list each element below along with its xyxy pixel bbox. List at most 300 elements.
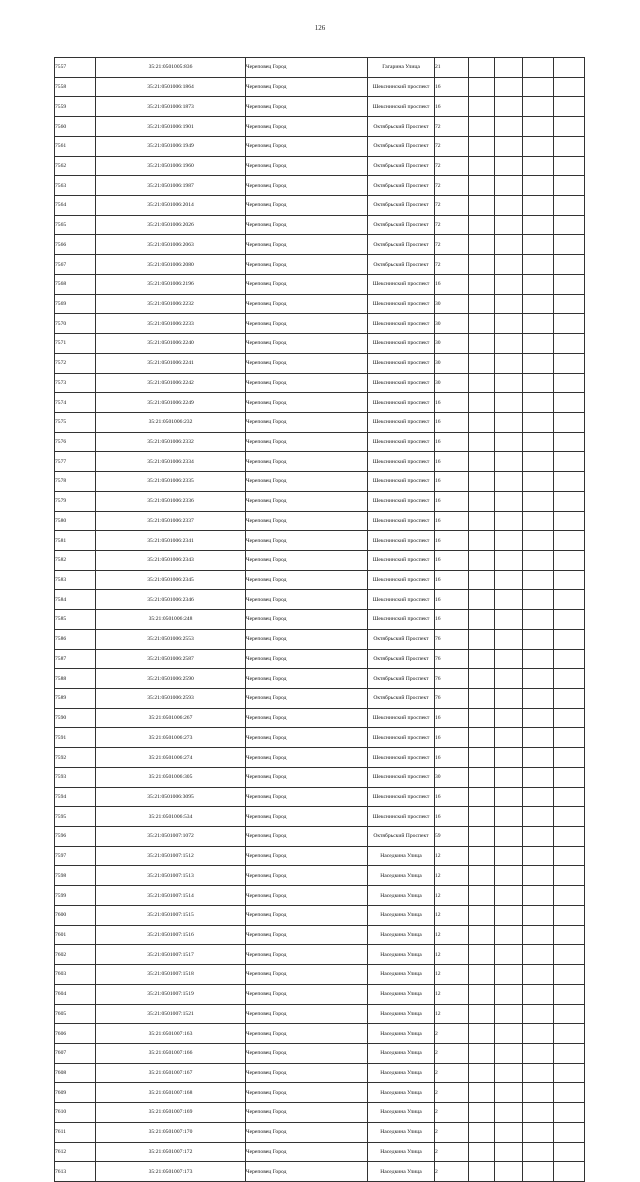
house-number-cell: 16 xyxy=(435,511,469,531)
empty-cell xyxy=(554,767,585,787)
empty-cell xyxy=(495,353,523,373)
empty-cell xyxy=(469,1162,495,1182)
empty-cell xyxy=(469,176,495,196)
empty-cell xyxy=(523,472,554,492)
house-number-cell: 30 xyxy=(435,767,469,787)
street-cell: Октябрьский Проспект xyxy=(368,649,435,669)
empty-cell xyxy=(554,827,585,847)
empty-cell xyxy=(469,294,495,314)
empty-cell xyxy=(495,491,523,511)
table-row xyxy=(55,827,585,847)
street-cell: Шекснинский проспект xyxy=(368,550,435,570)
house-number-cell: 16 xyxy=(435,97,469,117)
cadastral-number-cell: 35:21:0501006:2332 xyxy=(96,432,246,452)
cadastral-number-cell: 35:21:0501006:2026 xyxy=(96,215,246,235)
house-number-cell: 72 xyxy=(435,196,469,216)
empty-cell xyxy=(523,629,554,649)
cadastral-number-cell: 35:21:0501006:2341 xyxy=(96,531,246,551)
empty-cell xyxy=(469,353,495,373)
table-row xyxy=(55,156,585,176)
table-row xyxy=(55,1103,585,1123)
empty-cell xyxy=(495,570,523,590)
row-number-cell: 7578 xyxy=(55,472,96,492)
empty-cell xyxy=(469,984,495,1004)
house-number-cell: 76 xyxy=(435,669,469,689)
row-number-cell: 7600 xyxy=(55,905,96,925)
empty-cell xyxy=(495,294,523,314)
row-number-cell: 7597 xyxy=(55,846,96,866)
row-number-cell: 7567 xyxy=(55,255,96,275)
city-cell: Череповец Город xyxy=(246,235,368,255)
row-number-cell: 7560 xyxy=(55,117,96,137)
empty-cell xyxy=(495,1142,523,1162)
city-cell: Череповец Город xyxy=(246,196,368,216)
row-number-cell: 7558 xyxy=(55,77,96,97)
street-cell: Шекснинский проспект xyxy=(368,610,435,630)
house-number-cell: 72 xyxy=(435,215,469,235)
street-cell: Шекснинский проспект xyxy=(368,334,435,354)
table-row xyxy=(55,117,585,137)
empty-cell xyxy=(469,925,495,945)
page-number: 126 xyxy=(314,24,326,32)
empty-cell xyxy=(523,353,554,373)
street-cell: Октябрьский Проспект xyxy=(368,196,435,216)
empty-cell xyxy=(469,728,495,748)
empty-cell xyxy=(495,373,523,393)
empty-cell xyxy=(554,905,585,925)
row-number-cell: 7601 xyxy=(55,925,96,945)
table-row xyxy=(55,748,585,768)
empty-cell xyxy=(495,846,523,866)
city-cell: Череповец Город xyxy=(246,1004,368,1024)
empty-cell xyxy=(554,491,585,511)
empty-cell xyxy=(554,58,585,78)
city-cell: Череповец Город xyxy=(246,274,368,294)
house-number-cell: 12 xyxy=(435,965,469,985)
empty-cell xyxy=(554,1063,585,1083)
row-number-cell: 7592 xyxy=(55,748,96,768)
house-number-cell: 12 xyxy=(435,945,469,965)
empty-cell xyxy=(554,196,585,216)
city-cell: Череповец Город xyxy=(246,767,368,787)
table-row xyxy=(55,1063,585,1083)
row-number-cell: 7580 xyxy=(55,511,96,531)
empty-cell xyxy=(469,77,495,97)
empty-cell xyxy=(523,531,554,551)
table-row xyxy=(55,905,585,925)
empty-cell xyxy=(523,1122,554,1142)
empty-cell xyxy=(523,1083,554,1103)
empty-cell xyxy=(469,196,495,216)
city-cell: Череповец Город xyxy=(246,984,368,1004)
row-number-cell: 7587 xyxy=(55,649,96,669)
empty-cell xyxy=(495,314,523,334)
row-number-cell: 7595 xyxy=(55,807,96,827)
street-cell: Шекснинский проспект xyxy=(368,807,435,827)
empty-cell xyxy=(495,452,523,472)
row-number-cell: 7598 xyxy=(55,866,96,886)
street-cell: Шекснинский проспект xyxy=(368,97,435,117)
house-number-cell: 12 xyxy=(435,846,469,866)
empty-cell xyxy=(523,117,554,137)
city-cell: Череповец Город xyxy=(246,807,368,827)
street-cell: Наседкина Улица xyxy=(368,1083,435,1103)
empty-cell xyxy=(554,610,585,630)
street-cell: Октябрьский Проспект xyxy=(368,689,435,709)
row-number-cell: 7594 xyxy=(55,787,96,807)
empty-cell xyxy=(495,1162,523,1182)
city-cell: Череповец Город xyxy=(246,294,368,314)
table-row xyxy=(55,610,585,630)
empty-cell xyxy=(523,708,554,728)
city-cell: Череповец Город xyxy=(246,452,368,472)
street-cell: Шекснинский проспект xyxy=(368,412,435,432)
empty-cell xyxy=(495,1083,523,1103)
empty-cell xyxy=(554,314,585,334)
row-number-cell: 7579 xyxy=(55,491,96,511)
empty-cell xyxy=(523,334,554,354)
row-number-cell: 7581 xyxy=(55,531,96,551)
table-row xyxy=(55,294,585,314)
empty-cell xyxy=(554,511,585,531)
cadastral-number-cell: 35:21:0501007:169 xyxy=(96,1103,246,1123)
city-cell: Череповец Город xyxy=(246,1103,368,1123)
cadastral-number-cell: 35:21:0501007:1072 xyxy=(96,827,246,847)
house-number-cell: 72 xyxy=(435,156,469,176)
cadastral-number-cell: 35:21:0501006:2335 xyxy=(96,472,246,492)
house-number-cell: 30 xyxy=(435,353,469,373)
empty-cell xyxy=(554,77,585,97)
empty-cell xyxy=(554,156,585,176)
house-number-cell: 72 xyxy=(435,235,469,255)
cadastral-number-cell: 35:21:0501006:2063 xyxy=(96,235,246,255)
empty-cell xyxy=(469,1083,495,1103)
empty-cell xyxy=(554,965,585,985)
row-number-cell: 7559 xyxy=(55,97,96,117)
empty-cell xyxy=(495,689,523,709)
empty-cell xyxy=(495,649,523,669)
row-number-cell: 7584 xyxy=(55,590,96,610)
empty-cell xyxy=(469,965,495,985)
table-row xyxy=(55,196,585,216)
row-number-cell: 7604 xyxy=(55,984,96,1004)
city-cell: Череповец Город xyxy=(246,215,368,235)
empty-cell xyxy=(523,945,554,965)
empty-cell xyxy=(469,117,495,137)
street-cell: Шекснинский проспект xyxy=(368,491,435,511)
row-number-cell: 7570 xyxy=(55,314,96,334)
empty-cell xyxy=(495,629,523,649)
empty-cell xyxy=(469,215,495,235)
empty-cell xyxy=(495,984,523,1004)
empty-cell xyxy=(554,432,585,452)
street-cell: Октябрьский Проспект xyxy=(368,827,435,847)
empty-cell xyxy=(523,669,554,689)
empty-cell xyxy=(523,1004,554,1024)
empty-cell xyxy=(495,748,523,768)
cadastral-number-cell: 35:21:0501007:173 xyxy=(96,1162,246,1182)
street-cell: Шекснинский проспект xyxy=(368,353,435,373)
empty-cell xyxy=(469,886,495,906)
table-row xyxy=(55,1162,585,1182)
empty-cell xyxy=(554,393,585,413)
cadastral-number-cell: 35:21:0501006:2336 xyxy=(96,491,246,511)
table-row xyxy=(55,925,585,945)
table-row xyxy=(55,255,585,275)
table-row xyxy=(55,334,585,354)
empty-cell xyxy=(554,472,585,492)
cadastral-number-cell: 35:21:0501007:1518 xyxy=(96,965,246,985)
table-row xyxy=(55,491,585,511)
city-cell: Череповец Город xyxy=(246,689,368,709)
empty-cell xyxy=(523,1103,554,1123)
empty-cell xyxy=(523,196,554,216)
empty-cell xyxy=(495,905,523,925)
row-number-cell: 7596 xyxy=(55,827,96,847)
empty-cell xyxy=(554,1142,585,1162)
empty-cell xyxy=(523,610,554,630)
empty-cell xyxy=(469,334,495,354)
table-row xyxy=(55,1083,585,1103)
cadastral-number-cell: 35:21:0501006:2345 xyxy=(96,570,246,590)
row-number-cell: 7599 xyxy=(55,886,96,906)
row-number-cell: 7612 xyxy=(55,1142,96,1162)
table-row xyxy=(55,77,585,97)
street-cell: Наседкина Улица xyxy=(368,1162,435,1182)
house-number-cell: 16 xyxy=(435,491,469,511)
empty-cell xyxy=(495,728,523,748)
house-number-cell: 72 xyxy=(435,255,469,275)
empty-cell xyxy=(469,629,495,649)
table-row xyxy=(55,531,585,551)
empty-cell xyxy=(523,274,554,294)
row-number-cell: 7576 xyxy=(55,432,96,452)
house-number-cell: 21 xyxy=(435,58,469,78)
empty-cell xyxy=(469,590,495,610)
cadastral-number-cell: 35:21:0501006:305 xyxy=(96,767,246,787)
empty-cell xyxy=(469,373,495,393)
street-cell: Наседкина Улица xyxy=(368,1103,435,1123)
row-number-cell: 7602 xyxy=(55,945,96,965)
city-cell: Череповец Город xyxy=(246,748,368,768)
street-cell: Наседкина Улица xyxy=(368,1122,435,1142)
empty-cell xyxy=(554,787,585,807)
cadastral-number-cell: 35:21:0501006:274 xyxy=(96,748,246,768)
table-row xyxy=(55,235,585,255)
street-cell: Шекснинский проспект xyxy=(368,294,435,314)
empty-cell xyxy=(554,708,585,728)
table-row xyxy=(55,590,585,610)
house-number-cell: 16 xyxy=(435,550,469,570)
table-row xyxy=(55,97,585,117)
empty-cell xyxy=(495,827,523,847)
city-cell: Череповец Город xyxy=(246,886,368,906)
table-row xyxy=(55,511,585,531)
empty-cell xyxy=(523,1142,554,1162)
empty-cell xyxy=(495,965,523,985)
empty-cell xyxy=(495,136,523,156)
cadastral-number-cell: 35:21:0501006:273 xyxy=(96,728,246,748)
empty-cell xyxy=(523,866,554,886)
empty-cell xyxy=(469,708,495,728)
street-cell: Наседкина Улица xyxy=(368,1063,435,1083)
cadastral-number-cell: 35:21:0501007:1515 xyxy=(96,905,246,925)
row-number-cell: 7572 xyxy=(55,353,96,373)
cadastral-number-cell: 35:21:0501006:2242 xyxy=(96,373,246,393)
empty-cell xyxy=(469,472,495,492)
empty-cell xyxy=(523,1162,554,1182)
street-cell: Шекснинский проспект xyxy=(368,373,435,393)
city-cell: Череповец Город xyxy=(246,472,368,492)
row-number-cell: 7585 xyxy=(55,610,96,630)
cadastral-number-cell: 35:21:0501006:2249 xyxy=(96,393,246,413)
cadastral-number-cell: 35:21:0501007:1512 xyxy=(96,846,246,866)
empty-cell xyxy=(495,274,523,294)
empty-cell xyxy=(495,866,523,886)
table-row xyxy=(55,176,585,196)
empty-cell xyxy=(495,511,523,531)
street-cell: Октябрьский Проспект xyxy=(368,255,435,275)
city-cell: Череповец Город xyxy=(246,610,368,630)
house-number-cell: 2 xyxy=(435,1063,469,1083)
cadastral-number-cell: 35:21:0501006:2587 xyxy=(96,649,246,669)
empty-cell xyxy=(495,215,523,235)
empty-cell xyxy=(554,886,585,906)
empty-cell xyxy=(495,393,523,413)
city-cell: Череповец Город xyxy=(246,1142,368,1162)
empty-cell xyxy=(523,412,554,432)
row-number-cell: 7589 xyxy=(55,689,96,709)
empty-cell xyxy=(469,511,495,531)
empty-cell xyxy=(554,689,585,709)
empty-cell xyxy=(469,1122,495,1142)
street-cell: Наседкина Улица xyxy=(368,965,435,985)
city-cell: Череповец Город xyxy=(246,1024,368,1044)
table-row xyxy=(55,846,585,866)
empty-cell xyxy=(523,1043,554,1063)
cadastral-number-cell: 35:21:0501006:232 xyxy=(96,412,246,432)
empty-cell xyxy=(554,945,585,965)
street-cell: Наседкина Улица xyxy=(368,945,435,965)
empty-cell xyxy=(554,136,585,156)
city-cell: Череповец Город xyxy=(246,97,368,117)
row-number-cell: 7588 xyxy=(55,669,96,689)
empty-cell xyxy=(523,176,554,196)
street-cell: Октябрьский Проспект xyxy=(368,136,435,156)
table-row xyxy=(55,708,585,728)
empty-cell xyxy=(469,866,495,886)
cadastral-number-cell: 35:21:0501006:267 xyxy=(96,708,246,728)
empty-cell xyxy=(523,1063,554,1083)
house-number-cell: 16 xyxy=(435,77,469,97)
empty-cell xyxy=(495,708,523,728)
cadastral-number-cell: 35:21:0501006:1864 xyxy=(96,77,246,97)
cadastral-number-cell: 35:21:0501007:1519 xyxy=(96,984,246,1004)
empty-cell xyxy=(495,412,523,432)
cadastral-number-cell: 35:21:0501006:2590 xyxy=(96,669,246,689)
row-number-cell: 7564 xyxy=(55,196,96,216)
table-row xyxy=(55,965,585,985)
empty-cell xyxy=(469,255,495,275)
cadastral-number-cell: 35:21:0501006:3095 xyxy=(96,787,246,807)
empty-cell xyxy=(523,767,554,787)
city-cell: Череповец Город xyxy=(246,136,368,156)
empty-cell xyxy=(495,472,523,492)
empty-cell xyxy=(554,531,585,551)
house-number-cell: 16 xyxy=(435,610,469,630)
table-row xyxy=(55,274,585,294)
city-cell: Череповец Город xyxy=(246,708,368,728)
city-cell: Череповец Город xyxy=(246,176,368,196)
empty-cell xyxy=(495,925,523,945)
table-row xyxy=(55,353,585,373)
street-cell: Шекснинский проспект xyxy=(368,570,435,590)
empty-cell xyxy=(523,255,554,275)
street-cell: Октябрьский Проспект xyxy=(368,156,435,176)
empty-cell xyxy=(523,136,554,156)
street-cell: Шекснинский проспект xyxy=(368,787,435,807)
row-number-cell: 7609 xyxy=(55,1083,96,1103)
empty-cell xyxy=(469,787,495,807)
street-cell: Шекснинский проспект xyxy=(368,472,435,492)
street-cell: Шекснинский проспект xyxy=(368,708,435,728)
row-number-cell: 7582 xyxy=(55,550,96,570)
row-number-cell: 7571 xyxy=(55,334,96,354)
street-cell: Шекснинский проспект xyxy=(368,77,435,97)
table-row xyxy=(55,787,585,807)
cadastral-number-cell: 35:21:0501006:2343 xyxy=(96,550,246,570)
empty-cell xyxy=(469,945,495,965)
empty-cell xyxy=(495,176,523,196)
table-row xyxy=(55,393,585,413)
empty-cell xyxy=(554,807,585,827)
street-cell: Шекснинский проспект xyxy=(368,511,435,531)
house-number-cell: 16 xyxy=(435,432,469,452)
table-row xyxy=(55,649,585,669)
row-number-cell: 7606 xyxy=(55,1024,96,1044)
empty-cell xyxy=(554,294,585,314)
empty-cell xyxy=(523,590,554,610)
street-cell: Наседкина Улица xyxy=(368,925,435,945)
house-number-cell: 12 xyxy=(435,1004,469,1024)
empty-cell xyxy=(495,807,523,827)
street-cell: Шекснинский проспект xyxy=(368,393,435,413)
house-number-cell: 12 xyxy=(435,866,469,886)
house-number-cell: 30 xyxy=(435,294,469,314)
cadastral-number-cell: 35:21:0501007:1521 xyxy=(96,1004,246,1024)
row-number-cell: 7573 xyxy=(55,373,96,393)
row-number-cell: 7613 xyxy=(55,1162,96,1182)
table-row xyxy=(55,669,585,689)
empty-cell xyxy=(554,353,585,373)
empty-cell xyxy=(495,550,523,570)
empty-cell xyxy=(469,748,495,768)
city-cell: Череповец Город xyxy=(246,58,368,78)
city-cell: Череповец Город xyxy=(246,965,368,985)
city-cell: Череповец Город xyxy=(246,925,368,945)
empty-cell xyxy=(554,235,585,255)
empty-cell xyxy=(469,491,495,511)
cadastral-number-cell: 35:21:0501007:167 xyxy=(96,1063,246,1083)
street-cell: Наседкина Улица xyxy=(368,886,435,906)
city-cell: Череповец Город xyxy=(246,669,368,689)
empty-cell xyxy=(554,748,585,768)
empty-cell xyxy=(554,629,585,649)
house-number-cell: 59 xyxy=(435,827,469,847)
city-cell: Череповец Город xyxy=(246,334,368,354)
house-number-cell: 16 xyxy=(435,274,469,294)
cadastral-number-cell: 35:21:0501006:1873 xyxy=(96,97,246,117)
